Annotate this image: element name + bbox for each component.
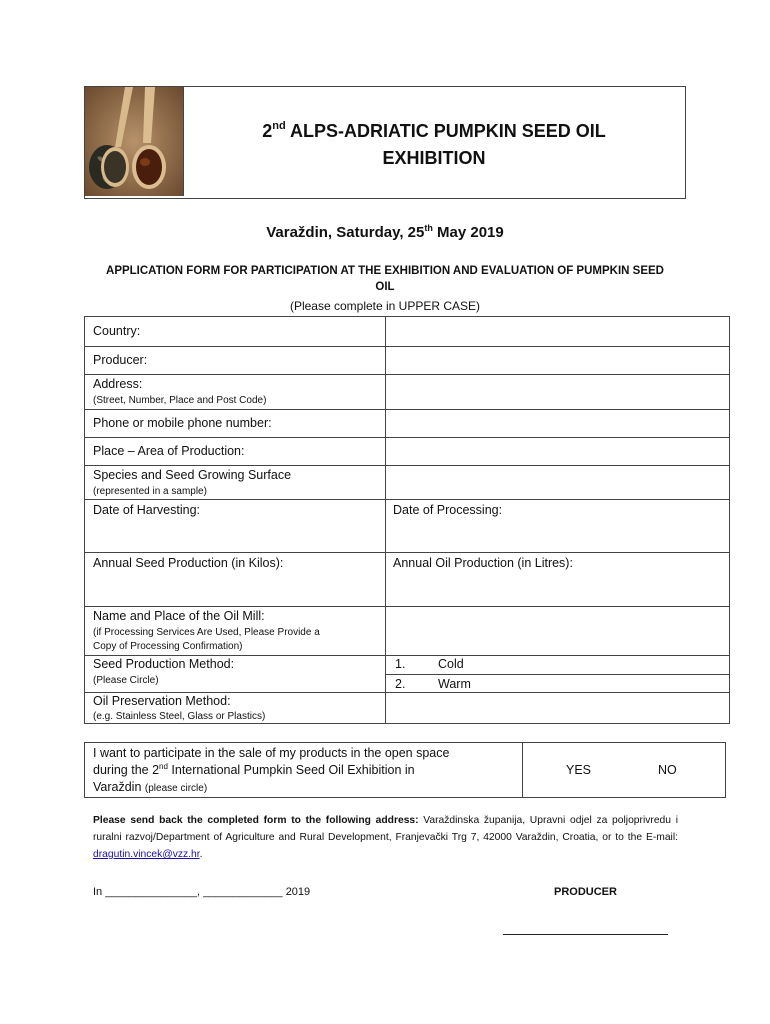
row-country <box>85 317 729 346</box>
application-table <box>84 316 730 724</box>
email-link[interactable]: dragutin.vincek@vzz.hr <box>93 849 200 860</box>
annual-oil-label: Annual Oil Production (in Litres): <box>393 556 573 570</box>
phone-label: Phone or mobile phone number: <box>93 416 272 430</box>
row-seed-method <box>85 655 729 692</box>
pumpkin-seed-spoon-image <box>85 87 184 196</box>
address-label: Address: <box>93 377 143 391</box>
seed-method-hint: (Please Circle) <box>93 675 159 686</box>
form-title: APPLICATION FORM FOR PARTICIPATION AT THE EXHIBITION AND EVALUATION OF PUMPKIN SEED OIL <box>106 265 664 293</box>
producer-label: Producer: <box>93 353 148 367</box>
date-subtitle: Varaždin, Saturday, 25th May 2019 <box>266 223 504 241</box>
country-label: Country: <box>93 324 141 338</box>
producer-label: PRODUCER <box>554 886 617 898</box>
row-oil-mill <box>85 606 729 655</box>
address-hint: (Street, Number, Place and Post Code) <box>93 395 267 406</box>
annual-seed-label: Annual Seed Production (in Kilos): <box>93 556 284 570</box>
option-cold-text: Cold <box>438 657 464 671</box>
signature-line <box>503 934 668 935</box>
option-cold-number: 1. <box>395 657 406 671</box>
row-preservation <box>85 692 729 723</box>
option-warm-number: 2. <box>395 677 406 691</box>
oil-mill-label: Name and Place of the Oil Mill: <box>93 609 265 623</box>
processing-label: Date of Processing: <box>393 503 503 517</box>
species-label: Species and Seed Growing Surface <box>93 468 292 482</box>
sale-participation-table <box>84 742 726 798</box>
preservation-label: Oil Preservation Method: <box>93 694 231 708</box>
row-annual <box>85 552 729 606</box>
place-area-label: Place – Area of Production: <box>93 444 245 458</box>
option-warm-text: Warm <box>438 677 471 691</box>
row-producer <box>85 346 729 374</box>
harvesting-label: Date of Harvesting: <box>93 503 200 517</box>
option-cold[interactable] <box>385 656 729 674</box>
oil-mill-hint-2: Copy of Processing Confirmation) <box>93 641 243 652</box>
exhibition-title: 2nd ALPS-ADRIATIC PUMPKIN SEED OIL EXHIBITION <box>262 120 606 168</box>
seed-method-label: Seed Production Method: <box>93 657 235 671</box>
preservation-hint: (e.g. Stainless Steel, Glass or Plastics) <box>93 711 266 722</box>
place-date-line: In _______________, _____________ 2019 <box>93 886 311 898</box>
row-place-area <box>85 437 729 465</box>
send-instructions: Please send back the completed form to the following address: Varaždinska županija, Upravni odjel za poljoprivredu i ruralni razvoj/Department of Agriculture and Rural Development, Franjevački Trg 7, 42000 Varaždin, Croatia, or to the E-mail: dragutin.vincek@vzz.hr. <box>93 815 678 860</box>
oil-mill-hint-1: (if Processing Services Are Used, Please Provide a <box>93 627 320 638</box>
no-option[interactable]: NO <box>658 763 677 777</box>
row-address <box>85 374 729 409</box>
form-note: (Please complete in UPPER CASE) <box>289 299 481 313</box>
sale-question: I want to participate in the sale of my products in the open space during the 2nd International Pumpkin Seed Oil Exhibition in Varaždin (please circle) <box>93 746 450 794</box>
sale-divider <box>522 743 523 797</box>
yes-option[interactable]: YES <box>566 763 592 777</box>
row-phone <box>85 409 729 437</box>
option-warm[interactable] <box>385 674 729 694</box>
row-species <box>85 465 729 499</box>
species-hint: (represented in a sample) <box>93 486 207 497</box>
row-harvesting <box>85 499 729 552</box>
